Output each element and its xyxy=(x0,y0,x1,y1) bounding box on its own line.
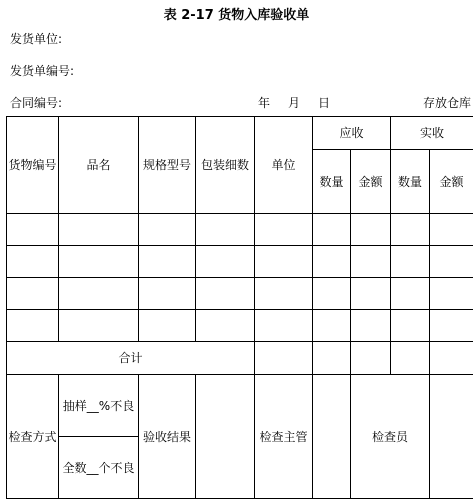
shipper-label: 发货单位: xyxy=(10,32,63,46)
header-actual: 实收 xyxy=(391,117,473,150)
table-row xyxy=(7,214,473,246)
table-row xyxy=(7,246,473,278)
year-label: 年 xyxy=(258,96,271,110)
contract-no-label: 合同编号: xyxy=(10,96,63,110)
sample-inspection-option[interactable]: 抽样__%不良 xyxy=(59,375,139,437)
header-receivable: 应收 xyxy=(313,117,391,150)
header-unit: 单位 xyxy=(255,117,313,214)
total-label: 合计 xyxy=(7,342,255,375)
form-title: 表 2-17 货物入库验收单 xyxy=(163,8,310,23)
header-actual-amount: 金额 xyxy=(430,150,473,214)
supervisor-value[interactable] xyxy=(313,375,351,499)
total-row xyxy=(7,342,473,375)
header-receivable-amount: 金额 xyxy=(351,150,391,214)
table-row xyxy=(7,310,473,342)
receipt-inspection-table xyxy=(6,116,473,499)
shipping-no-label: 发货单编号: xyxy=(10,64,75,78)
inspector-value[interactable] xyxy=(430,375,473,499)
header-spec: 规格型号 xyxy=(139,117,196,214)
inspector-label: 检查员 xyxy=(351,375,430,499)
inspection-result-label: 验收结果 xyxy=(139,375,196,499)
header-package: 包装细数 xyxy=(196,117,255,214)
inspection-result-value[interactable] xyxy=(196,375,255,499)
full-inspection-option[interactable]: 全数__个不良 xyxy=(59,437,139,499)
header-receivable-qty: 数量 xyxy=(313,150,351,214)
table-row xyxy=(7,278,473,310)
header-item-no: 货物编号 xyxy=(7,117,59,214)
warehouse-label: 存放仓库 xyxy=(422,96,471,110)
day-label: 日 xyxy=(318,96,331,110)
supervisor-label: 检查主管 xyxy=(255,375,313,499)
header-actual-qty: 数量 xyxy=(391,150,430,214)
month-label: 月 xyxy=(288,96,301,110)
inspection-method-label: 检查方式 xyxy=(7,375,59,499)
header-name: 品名 xyxy=(59,117,139,214)
